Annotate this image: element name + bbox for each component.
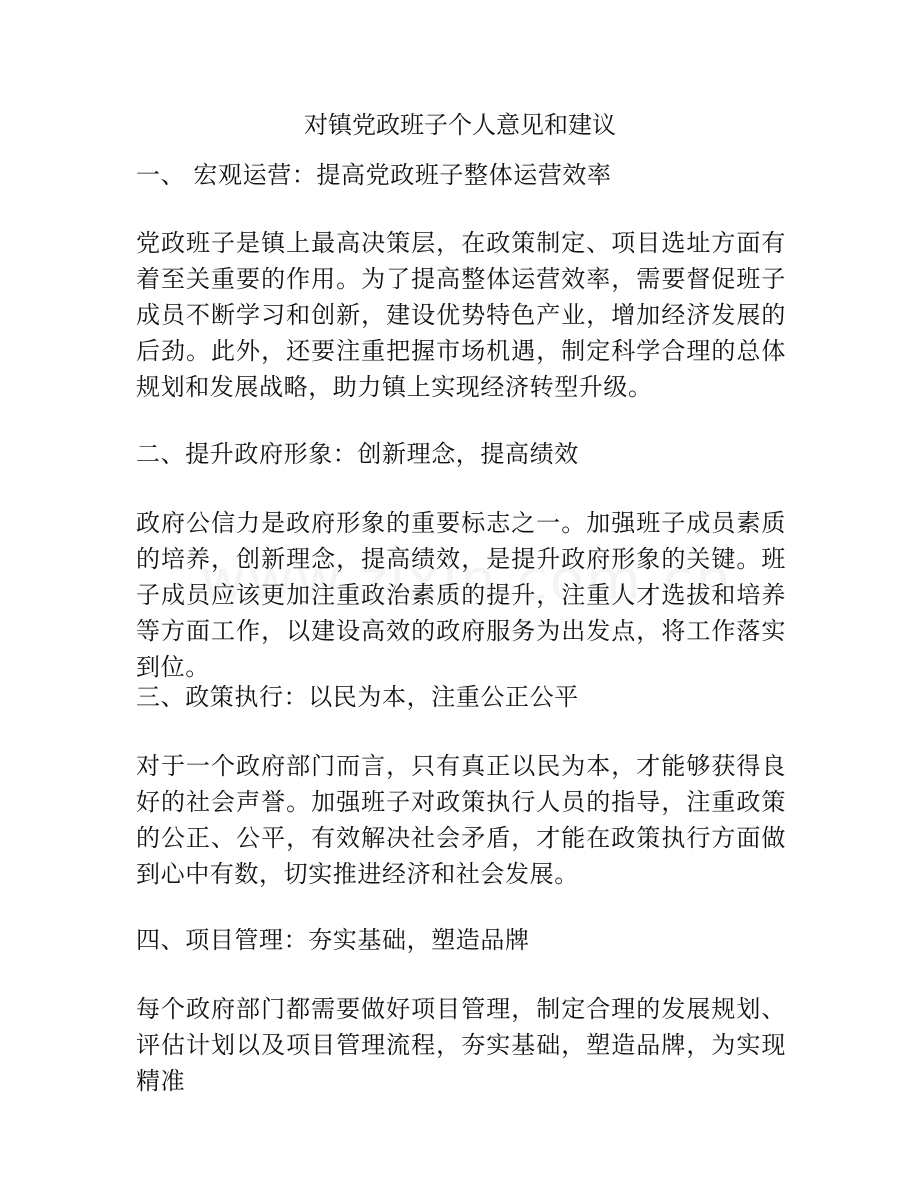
document-title: 对镇党政班子个人意见和建议 — [304, 111, 616, 139]
section-3-body: 对于一个政府部门而言，只有真正以民为本，才能够获得良好的社会声誉。加强班子对政策执行人员的指导，注重政策的公正、公平，有效解决社会矛盾，才能在政策执行方面做到心中有数，切实推进经济和社会发展。 — [136, 752, 786, 888]
section-3-heading: 三、政策执行：以民为本，注重公正公平 — [136, 683, 579, 711]
section-4-body: 每个政府部门都需要做好项目管理，制定合理的发展规划、评估计划以及项目管理流程，夯实基础，塑造品牌，为实现精准 — [136, 995, 786, 1095]
section-1-heading: 一、 宏观运营：提高党政班子整体运营效率 — [136, 161, 612, 189]
section-1-body: 党政班子是镇上最高决策层，在政策制定、项目选址方面有着至关重要的作用。为了提高整体运营效率，需要督促班子成员不断学习和创新，建设优势特色产业，增加经济发展的后劲。此外，还要注重把握市场机遇，制定科学合理的总体规划和发展战略，助力镇上实现经济转型升级。 — [136, 229, 786, 401]
section-4-heading: 四、项目管理：夯实基础，塑造品牌 — [136, 926, 530, 954]
section-2-heading: 二、提升政府形象：创新理念，提高绩效 — [136, 440, 579, 468]
section-2-body: 政府公信力是政府形象的重要标志之一。加强班子成员素质的培养，创新理念，提高绩效，是提升政府形象的关键。班子成员应该更加注重政治素质的提升，注重人才选拔和培养等方面工作，以建设高效的政府服务为出发点，将工作落实到位。 — [136, 509, 786, 681]
